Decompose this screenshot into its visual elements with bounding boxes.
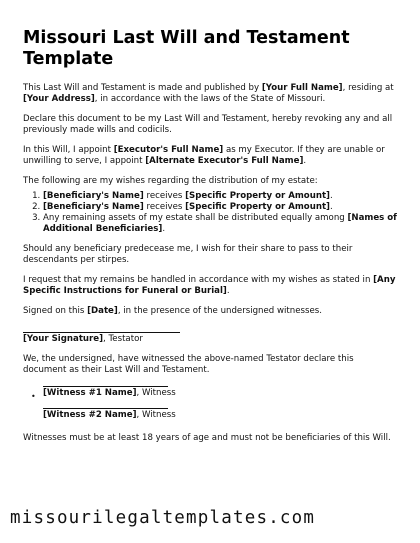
list-item-text: Any remaining assets of my estate shall be distributed equally among [43,213,348,223]
list-item-end: . [162,224,166,234]
signature-line[interactable] [23,332,180,333]
list-item-end: . [329,202,333,212]
list-item [43,213,398,235]
intro-text-1: This Last Will and Testament is made and published by [23,83,262,93]
testator-signature-block [23,332,398,345]
witness-role: , Witness [136,410,176,420]
signature-placeholder: [Your Signature] [23,334,104,344]
funeral-instructions-placeholder: [Any Specific Instructions for Funeral or Burial] [23,275,396,296]
executor-name-placeholder: [Executor's Full Name] [113,145,224,155]
intro-text-2: , residing at [342,83,394,93]
list-item [43,202,398,213]
date-placeholder: [Date] [87,306,118,316]
alternate-executor-placeholder: [Alternate Executor's Full Name] [145,156,304,166]
executor-paragraph [23,145,398,167]
attestation-paragraph: We, the undersigned, have witnessed the above-named Testator declare this document as their Last Will and Testament. [23,354,354,375]
list-item-text: receives [143,202,186,212]
beneficiary-name-placeholder: [Beneficiary's Name] [43,191,144,201]
list-item-text: receives [143,191,186,201]
footer-website: missourilegaltemplates.com [10,508,316,528]
beneficiary-name-placeholder: [Beneficiary's Name] [43,202,144,212]
remains-paragraph [23,275,398,297]
distribution-intro: The following are my wishes regarding the distribution of my estate: [23,176,318,186]
list-item [43,191,398,202]
testator-label [23,334,398,345]
executor-text-3: . [303,156,307,166]
list-item [31,386,398,401]
list-item [43,408,398,421]
signed-text-2: , in the presence of the undersigned witnesses. [117,306,322,316]
declaration-paragraph: Declare this document to be my Last Will and Testament, hereby revoking any and all previously made wills and codicils. [23,114,393,135]
signed-text-1: Signed on this [23,306,88,316]
distribution-list [23,191,398,235]
list-item-end: . [329,191,333,201]
witness-name-placeholder: [Witness #2 Name] [43,410,137,420]
additional-beneficiaries-placeholder: [Names of Additional Beneficiaries] [43,213,397,234]
executor-text-1: In this Will, I appoint [23,145,114,155]
executor-text-2: as my Executor. If they are unable or unwilling to serve, I appoint [23,145,385,166]
property-placeholder: [Specific Property or Amount] [185,202,330,212]
witness-list [23,386,398,421]
predecease-paragraph: Should any beneficiary predecease me, I wish for their share to pass to their descendants per stirpes. [23,244,353,265]
witness-name-placeholder: [Witness #1 Name] [43,388,137,398]
signed-paragraph [23,306,398,317]
document-body [23,28,398,453]
witness-role: , Witness [136,388,176,398]
witness-signature-line[interactable] [43,386,168,387]
witness-requirement: Witnesses must be at least 18 years of age and must not be beneficiaries of this Will. [23,433,391,443]
remains-text-1: I request that my remains be handled in accordance with my wishes as stated in [23,275,374,285]
full-name-placeholder: [Your Full Name] [261,83,343,93]
intro-text-3: , in accordance with the laws of the State of Missouri. [94,94,326,104]
intro-paragraph [23,83,398,105]
property-placeholder: [Specific Property or Amount] [185,191,330,201]
bullet-icon: • [31,392,36,401]
witness-signature-line[interactable] [43,408,168,409]
address-placeholder: [Your Address] [23,94,95,104]
remains-text-2: . [226,286,230,296]
page-title: Missouri Last Will and Testament Template [23,28,350,69]
testator-role: , Testator [103,334,143,344]
